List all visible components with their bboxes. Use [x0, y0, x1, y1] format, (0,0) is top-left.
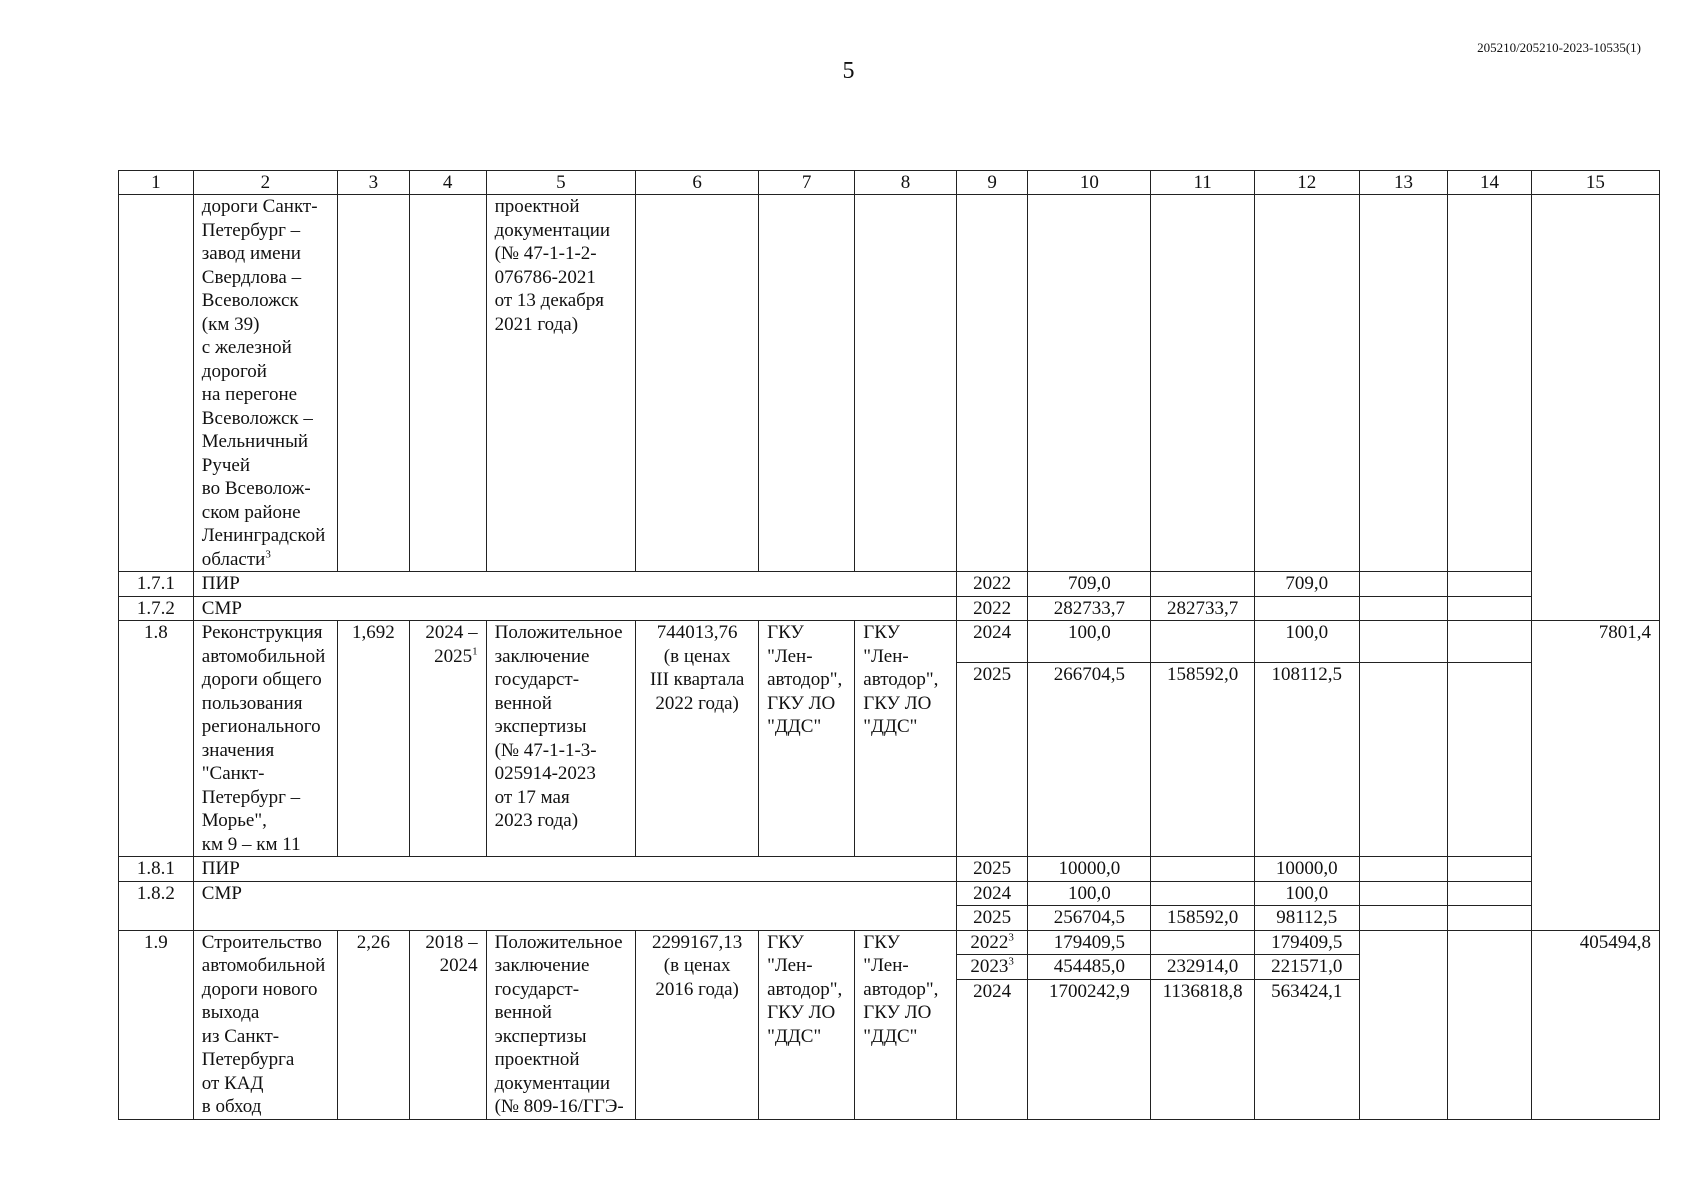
row-number: 1.8.1 — [119, 857, 194, 882]
regional-cell: 100,0 — [1254, 881, 1359, 906]
length-cell: 1,692 — [338, 621, 410, 857]
col-header-1: 1 — [119, 171, 194, 195]
col-header-14: 14 — [1448, 171, 1531, 195]
total-cell: 256704,5 — [1028, 906, 1151, 931]
total-cell: 266704,5 — [1028, 663, 1151, 857]
table-row-1-8-2 — [119, 881, 1660, 906]
regional-cell: 108112,5 — [1254, 663, 1359, 857]
total-cell: 100,0 — [1028, 881, 1151, 906]
row-label: ПИР — [193, 572, 956, 597]
expertise-cell: Положительное заключение государст- венной экспертизы проектной документации (№ 809-16/ГГЭ- — [486, 930, 636, 1119]
total-cell: 454485,0 — [1028, 955, 1151, 980]
total-cell: 1700242,9 — [1028, 979, 1151, 1119]
year-cell: 2024 — [956, 979, 1028, 1119]
regional-cell: 10000,0 — [1254, 857, 1359, 882]
federal-cell — [1151, 930, 1255, 955]
regional-cell — [1254, 596, 1359, 621]
federal-cell: 158592,0 — [1151, 663, 1255, 857]
period-cell: 2024 – 2025$^1$ — [409, 621, 486, 857]
regional-cell: 709,0 — [1254, 572, 1359, 597]
regional-cell: 221571,0 — [1254, 955, 1359, 980]
federal-cell: 232914,0 — [1151, 955, 1255, 980]
document-id: 205210/205210-2023-10535(1) — [1477, 40, 1641, 55]
table-row-1-8 — [119, 621, 1660, 663]
year-cell: 2022 — [956, 596, 1028, 621]
federal-cell: 158592,0 — [1151, 906, 1255, 931]
year-cell: 2025 — [956, 906, 1028, 931]
federal-cell: 1136818,8 — [1151, 979, 1255, 1119]
year-cell: 2025 — [956, 857, 1028, 882]
col-header-2: 2 — [193, 171, 337, 195]
program-table — [118, 170, 1660, 1120]
year-cell: 2024 — [956, 881, 1028, 906]
table-row-1-9 — [119, 930, 1660, 955]
column-number-row — [119, 171, 1660, 195]
col-header-7: 7 — [759, 171, 855, 195]
col-header-13: 13 — [1359, 171, 1448, 195]
col15-value: 405494,8 — [1531, 930, 1659, 1119]
year-cell: 2022 — [956, 572, 1028, 597]
regional-cell: 100,0 — [1254, 621, 1359, 663]
table-row-1-7-2 — [119, 596, 1660, 621]
cost-cell: 744013,76 (в ценах III квартала 2022 года) — [636, 621, 759, 857]
year-cell: 2025 — [956, 663, 1028, 857]
col-header-12: 12 — [1254, 171, 1359, 195]
table-row-1-7-1 — [119, 572, 1660, 597]
executor-cell: ГКУ "Лен- автодор", ГКУ ЛО "ДДС" — [855, 621, 957, 857]
federal-cell — [1151, 572, 1255, 597]
regional-cell: 179409,5 — [1254, 930, 1359, 955]
col-header-4: 4 — [409, 171, 486, 195]
year-cell: 2024 — [956, 621, 1028, 663]
row-number: 1.8 — [119, 621, 194, 857]
col-header-9: 9 — [956, 171, 1028, 195]
total-cell: 179409,5 — [1028, 930, 1151, 955]
expertise-cell: Положительное заключение государст- венной экспертизы (№ 47-1-1-3- 025914-2023 от 17 мая 2023 года) — [486, 621, 636, 857]
federal-cell: 282733,7 — [1151, 596, 1255, 621]
period-cell: 2018 – 2024 — [409, 930, 486, 1119]
col-header-6: 6 — [636, 171, 759, 195]
cost-cell: 2299167,13 (в ценах 2016 года) — [636, 930, 759, 1119]
total-cell: 100,0 — [1028, 621, 1151, 663]
page-number: 5 — [842, 58, 855, 84]
col-header-8: 8 — [855, 171, 957, 195]
col-header-11: 11 — [1151, 171, 1255, 195]
table-row-1-8-1 — [119, 857, 1660, 882]
expertise-cell: проектной документации (№ 47-1-1-2- 076786-2021 от 13 декабря 2021 года) — [486, 195, 636, 572]
executor-cell: ГКУ "Лен- автодор", ГКУ ЛО "ДДС" — [855, 930, 957, 1119]
row-number: 1.9 — [119, 930, 194, 1119]
object-name-cell: Реконструкция автомобильной дороги общего пользования регионального значения "Санкт- Петербург – Морье", км 9 – км 11 — [193, 621, 337, 857]
col15-value: 7801,4 — [1531, 621, 1659, 931]
col-header-5: 5 — [486, 171, 636, 195]
customer-cell: ГКУ "Лен- автодор", ГКУ ЛО "ДДС" — [759, 621, 855, 857]
row-number: 1.7.2 — [119, 596, 194, 621]
col-header-15: 15 — [1531, 171, 1659, 195]
customer-cell: ГКУ "Лен- автодор", ГКУ ЛО "ДДС" — [759, 930, 855, 1119]
year-cell: 2023$^3$ — [956, 955, 1028, 980]
length-cell: 2,26 — [338, 930, 410, 1119]
regional-cell: 98112,5 — [1254, 906, 1359, 931]
federal-cell — [1151, 621, 1255, 663]
row-number: 1.7.1 — [119, 572, 194, 597]
federal-cell — [1151, 881, 1255, 906]
row-label: ПИР — [193, 857, 956, 882]
object-name-cell: Строительство автомобильной дороги нового выхода из Санкт- Петербурга от КАД в обход — [193, 930, 337, 1119]
row-number: 1.8.2 — [119, 881, 194, 930]
row-label: СМР — [193, 596, 956, 621]
row-label: СМР — [193, 881, 956, 930]
total-cell: 10000,0 — [1028, 857, 1151, 882]
federal-cell — [1151, 857, 1255, 882]
object-name-cell: дороги Санкт- Петербург – завод имени Свердлова – Всеволожск (км 39) с железной дорогой на перегоне Всеволожск – Мельничный Ручей во Всеволож- ском районе Ленинградской области$^3$ — [193, 195, 337, 572]
regional-cell: 563424,1 — [1254, 979, 1359, 1119]
table-row-1-7-continued — [119, 195, 1660, 572]
year-cell: 2022$^3$ — [956, 930, 1028, 955]
col-header-3: 3 — [338, 171, 410, 195]
total-cell: 709,0 — [1028, 572, 1151, 597]
col-header-10: 10 — [1028, 171, 1151, 195]
total-cell: 282733,7 — [1028, 596, 1151, 621]
